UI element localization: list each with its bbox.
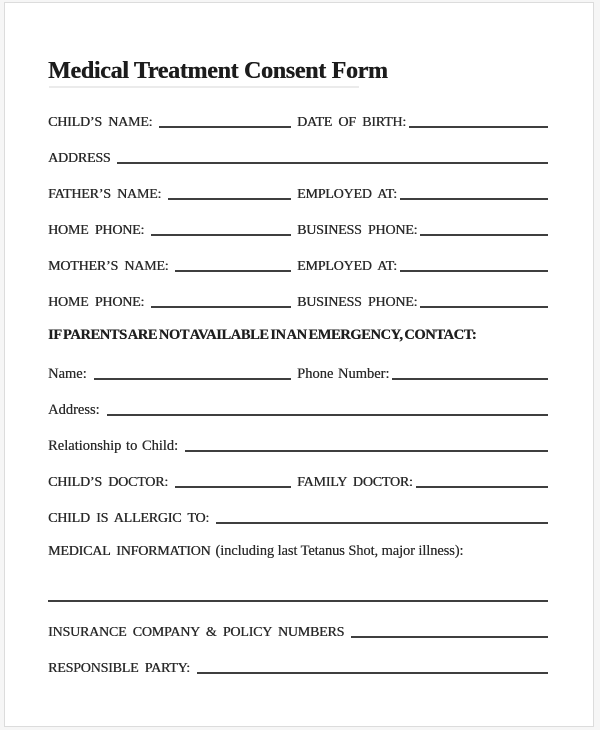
document-content <box>5 3 593 691</box>
mother-employed-field[interactable] <box>400 255 548 272</box>
father-name-label: FATHER’S NAME: <box>48 187 162 202</box>
contact-address-field[interactable] <box>107 399 548 416</box>
father-employed-field-group <box>297 181 548 205</box>
mother-business-phone-field-group <box>297 289 548 313</box>
father-employed-label: EMPLOYED AT: <box>297 187 397 202</box>
contact-address-field-group <box>48 397 548 420</box>
allergic-field[interactable] <box>216 507 548 524</box>
date-of-birth-field-group <box>297 109 548 133</box>
form-row <box>48 109 548 145</box>
mother-home-phone-field-group <box>48 289 291 313</box>
medical-info-field[interactable] <box>48 585 548 602</box>
form-row <box>48 361 548 397</box>
child-name-label: CHILD’S NAME: <box>48 115 153 130</box>
mother-name-field[interactable] <box>175 255 291 272</box>
form-row <box>48 583 548 619</box>
mother-business-phone-label: BUSINESS PHONE: <box>297 295 418 310</box>
date-of-birth-label: DATE OF BIRTH: <box>297 115 406 130</box>
mother-name-field-group <box>48 253 291 277</box>
medical-info-note: (including last Tetanus Shot, major illness): <box>215 543 464 559</box>
contact-phone-label: Phone Number: <box>297 366 390 382</box>
mother-business-phone-field[interactable] <box>420 291 548 308</box>
father-name-field[interactable] <box>168 183 291 200</box>
insurance-field-group <box>48 619 548 643</box>
form-row <box>48 145 548 181</box>
mother-name-label: MOTHER’S NAME: <box>48 259 169 274</box>
father-home-phone-field[interactable] <box>151 219 291 236</box>
contact-name-label: Name: <box>48 366 87 382</box>
allergic-field-group <box>48 505 548 529</box>
childs-doctor-field[interactable] <box>175 471 291 488</box>
family-doctor-field-group <box>297 469 548 493</box>
page-frame <box>4 2 594 727</box>
contact-phone-field-group <box>297 361 548 384</box>
page-title: Medical Treatment Consent Form <box>48 55 548 87</box>
form-row <box>48 253 548 289</box>
form-row <box>48 469 548 505</box>
relationship-field[interactable] <box>185 435 548 452</box>
consent-form <box>48 109 548 691</box>
contact-name-field-group <box>48 361 291 384</box>
childs-doctor-label: CHILD’S DOCTOR: <box>48 475 168 490</box>
father-business-phone-label: BUSINESS PHONE: <box>297 223 418 238</box>
father-business-phone-field-group <box>297 217 548 241</box>
relationship-label: Relationship to Child: <box>48 438 179 454</box>
contact-address-label: Address: <box>48 402 100 418</box>
mother-home-phone-label: HOME PHONE: <box>48 295 145 310</box>
responsible-party-label: RESPONSIBLE PARTY: <box>48 661 190 676</box>
form-row <box>48 397 548 433</box>
medical-info-label: MEDICAL INFORMATION <box>48 544 211 559</box>
child-name-field[interactable] <box>159 111 291 128</box>
emergency-contact-header: IF PARENTS ARE NOT AVAILABLE IN AN EMERGENCY, CONTACT: <box>48 327 477 343</box>
childs-doctor-field-group <box>48 469 291 493</box>
mother-employed-label: EMPLOYED AT: <box>297 259 397 274</box>
responsible-party-field[interactable] <box>197 657 548 674</box>
mother-home-phone-field[interactable] <box>151 291 291 308</box>
form-row <box>48 181 548 217</box>
form-row <box>48 217 548 253</box>
form-row <box>48 289 548 325</box>
date-of-birth-field[interactable] <box>409 111 548 128</box>
contact-name-field[interactable] <box>94 363 291 380</box>
form-row <box>48 325 548 361</box>
mother-employed-field-group <box>297 253 548 277</box>
allergic-label: CHILD IS ALLERGIC TO: <box>48 511 210 526</box>
insurance-field[interactable] <box>351 621 548 638</box>
responsible-party-field-group <box>48 655 548 679</box>
family-doctor-field[interactable] <box>416 471 548 488</box>
child-name-field-group <box>48 109 291 133</box>
family-doctor-label: FAMILY DOCTOR: <box>297 475 413 490</box>
address-field[interactable] <box>117 147 548 164</box>
form-row <box>48 505 548 541</box>
father-name-field-group <box>48 181 291 205</box>
father-home-phone-label: HOME PHONE: <box>48 223 145 238</box>
insurance-label: INSURANCE COMPANY & POLICY NUMBERS <box>48 625 345 640</box>
form-row <box>48 655 548 691</box>
address-label: ADDRESS <box>48 151 111 166</box>
father-home-phone-field-group <box>48 217 291 241</box>
father-employed-field[interactable] <box>400 183 548 200</box>
father-business-phone-field[interactable] <box>420 219 548 236</box>
form-row <box>48 541 548 577</box>
form-row <box>48 433 548 469</box>
form-row <box>48 619 548 655</box>
contact-phone-field[interactable] <box>392 363 548 380</box>
address-field-group <box>48 145 548 169</box>
relationship-field-group <box>48 433 548 456</box>
